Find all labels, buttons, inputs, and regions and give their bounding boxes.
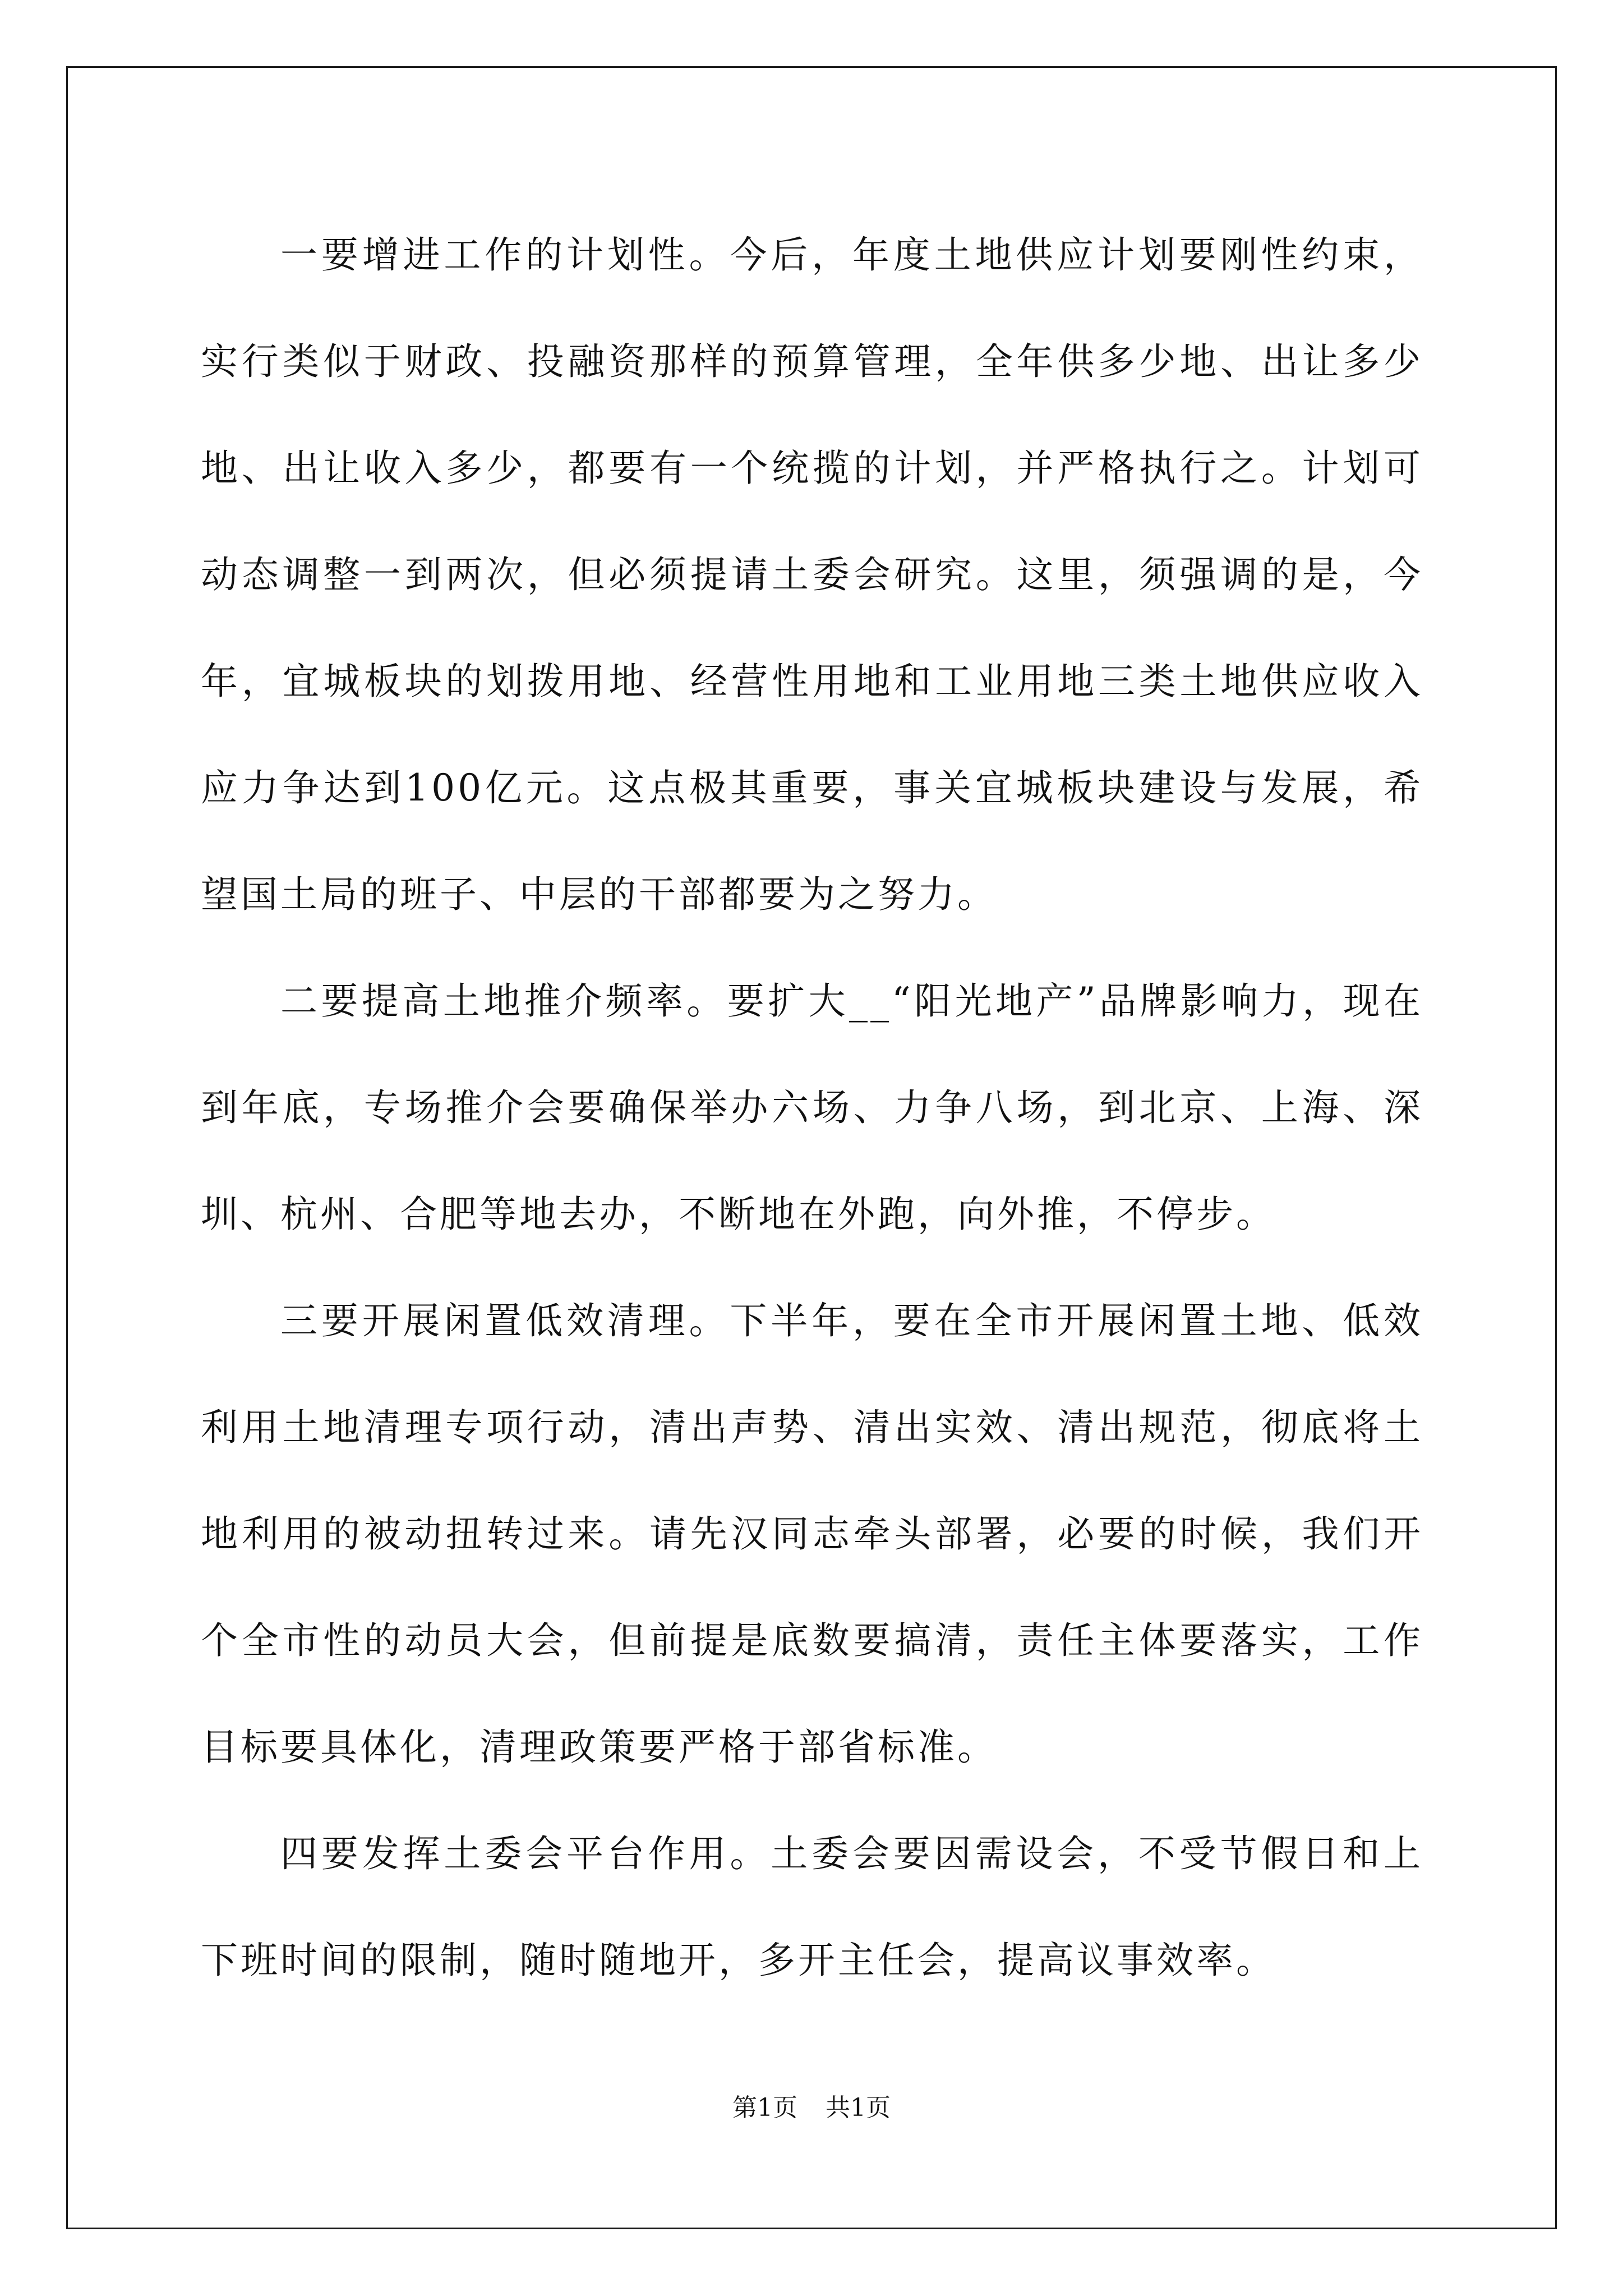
paragraph-3: 三要开展闲置低效清理。下半年，要在全市开展闲置土地、低效利用土地清理专项行动，清出声势、清出实效、清出规范，彻底将土地利用的被动扭转过来。请先汉同志牵头部署，必要的时候，我们开个全市性的动员大会，但前提是底数要搞清，责任主体要落实，工作目标要具体化，清理政策要严格于部省标准。 [201,1299,1423,1769]
page-number-current: 第1页 [732,2093,797,2122]
paragraph-1: 一要增进工作的计划性。今后，年度土地供应计划要刚性约束，实行类似于财政、投融资那样的预算管理，全年供多少地、出让多少地、出让收入多少，都要有一个统揽的计划，并严格执行之。计划可动态调整一到两次，但必须提请土委会研究。这里，须强调的是，今年，宜城板块的划拨用地、经营性用地和工业用地三类土地供应收入应力争达到100亿元。这点极其重要，事关宜城板块建设与发展，希望国土局的班子、中层的干部都要为之努力。 [201,233,1423,916]
paragraph-2: 二要提高土地推介频率。要扩大__“阳光地产”品牌影响力，现在到年底，专场推介会要确保举办六场、力争八场，到北京、上海、深圳、杭州、合肥等地去办，不断地在外跑，向外推，不停步。 [201,979,1423,1236]
page-footer [0,2091,1623,2125]
paragraph-4: 四要发挥土委会平台作用。土委会要因需设会，不受节假日和上下班时间的限制，随时随地开，多开主任会，提高议事效率。 [201,1832,1423,1982]
page-number-total: 共1页 [826,2093,891,2122]
document-body [201,202,1423,2014]
